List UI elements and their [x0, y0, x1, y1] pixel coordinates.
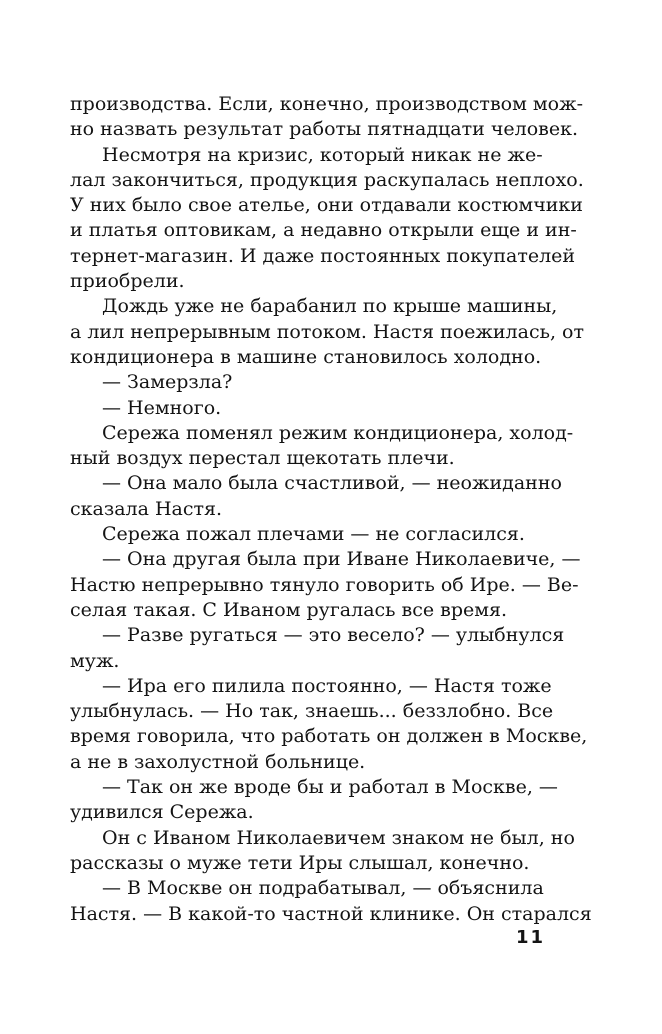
text-line: — Ира его пилила постоянно, — Настя тоже — [102, 674, 552, 697]
text-line: Настя. — В какой-то частной клинике. Он старался — [70, 902, 592, 925]
text-line: Сережа пожал плечами — не согласился. — [102, 523, 525, 546]
paragraph-1 — [70, 92, 584, 143]
paragraph-8 — [70, 522, 542, 547]
text-line: — Так он же вроде бы и работал в Москве, — — [102, 776, 558, 799]
text-line: — Немного. — [102, 396, 222, 419]
text-line: приобрели. — [70, 270, 185, 293]
paragraph-4 — [70, 370, 542, 395]
paragraph-12 — [70, 775, 558, 826]
text-line: удивился Сережа. — [70, 801, 254, 824]
text-line: муж. — [70, 649, 120, 672]
text-line: но назвать результат работы пятнадцати человек. — [70, 118, 578, 141]
text-line: а не в захолустной больнице. — [70, 750, 366, 773]
paragraph-6 — [70, 421, 574, 472]
text-line: лал закончиться, продукция раскупалась неплохо. — [70, 168, 584, 191]
text-line: время говорила, что работать он должен в Москве, — [70, 725, 588, 748]
text-line: Настю непрерывно тянуло говорить об Ире. — Ве- — [70, 573, 579, 596]
paragraph-14 — [70, 876, 592, 927]
text-line: — В Москве он подрабатывал, — объяснила — [102, 877, 544, 900]
text-line: Дождь уже не барабанил по крыше машины, — [102, 295, 558, 318]
text-line: а лил непрерывным потоком. Настя поежилась, от — [70, 320, 584, 343]
text-line: улыбнулась. — Но так, знаешь... беззлобно. Все — [70, 700, 554, 723]
text-line: рассказы о муже тети Иры слышал, конечно. — [70, 851, 530, 874]
text-line: кондиционера в машине становилось холодно. — [70, 345, 542, 368]
paragraph-3 — [70, 294, 584, 370]
text-line: — Разве ругаться — это весело? — улыбнулся — [102, 624, 565, 647]
text-line: — Она мало была счастливой, — неожиданно — [102, 472, 562, 495]
paragraph-10 — [70, 623, 565, 674]
paragraph-9 — [70, 547, 581, 623]
paragraph-2 — [70, 143, 584, 295]
text-line: Сережа поменял режим кондиционера, холод- — [102, 421, 574, 444]
text-line: — Она другая была при Иване Николаевиче, — — [102, 548, 581, 571]
text-line: У них было свое ателье, они отдавали костюмчики — [70, 194, 583, 217]
text-line: — Замерзла? — [102, 371, 233, 394]
text-line: селая такая. С Иваном ругалась все время. — [70, 598, 508, 621]
page-number: 11 — [515, 927, 545, 948]
text-line: сказала Настя. — [70, 497, 223, 520]
text-line: тернет-магазин. И даже постоянных покупателей — [70, 244, 576, 267]
text-line: производства. Если, конечно, производством мож- — [70, 93, 584, 115]
text-line: Несмотря на кризис, который никак не же- — [102, 143, 543, 166]
text-line: ный воздух перестал щекотать плечи. — [70, 447, 455, 470]
paragraph-7 — [70, 471, 562, 522]
text-line: и платья оптовикам, а недавно открыли еще и ин- — [70, 219, 577, 242]
text-line: Он с Иваном Николаевичем знаком не был, но — [102, 826, 575, 849]
paragraph-11 — [70, 674, 588, 775]
paragraph-5 — [70, 396, 542, 421]
body-text — [70, 92, 592, 927]
paragraph-13 — [70, 826, 575, 877]
